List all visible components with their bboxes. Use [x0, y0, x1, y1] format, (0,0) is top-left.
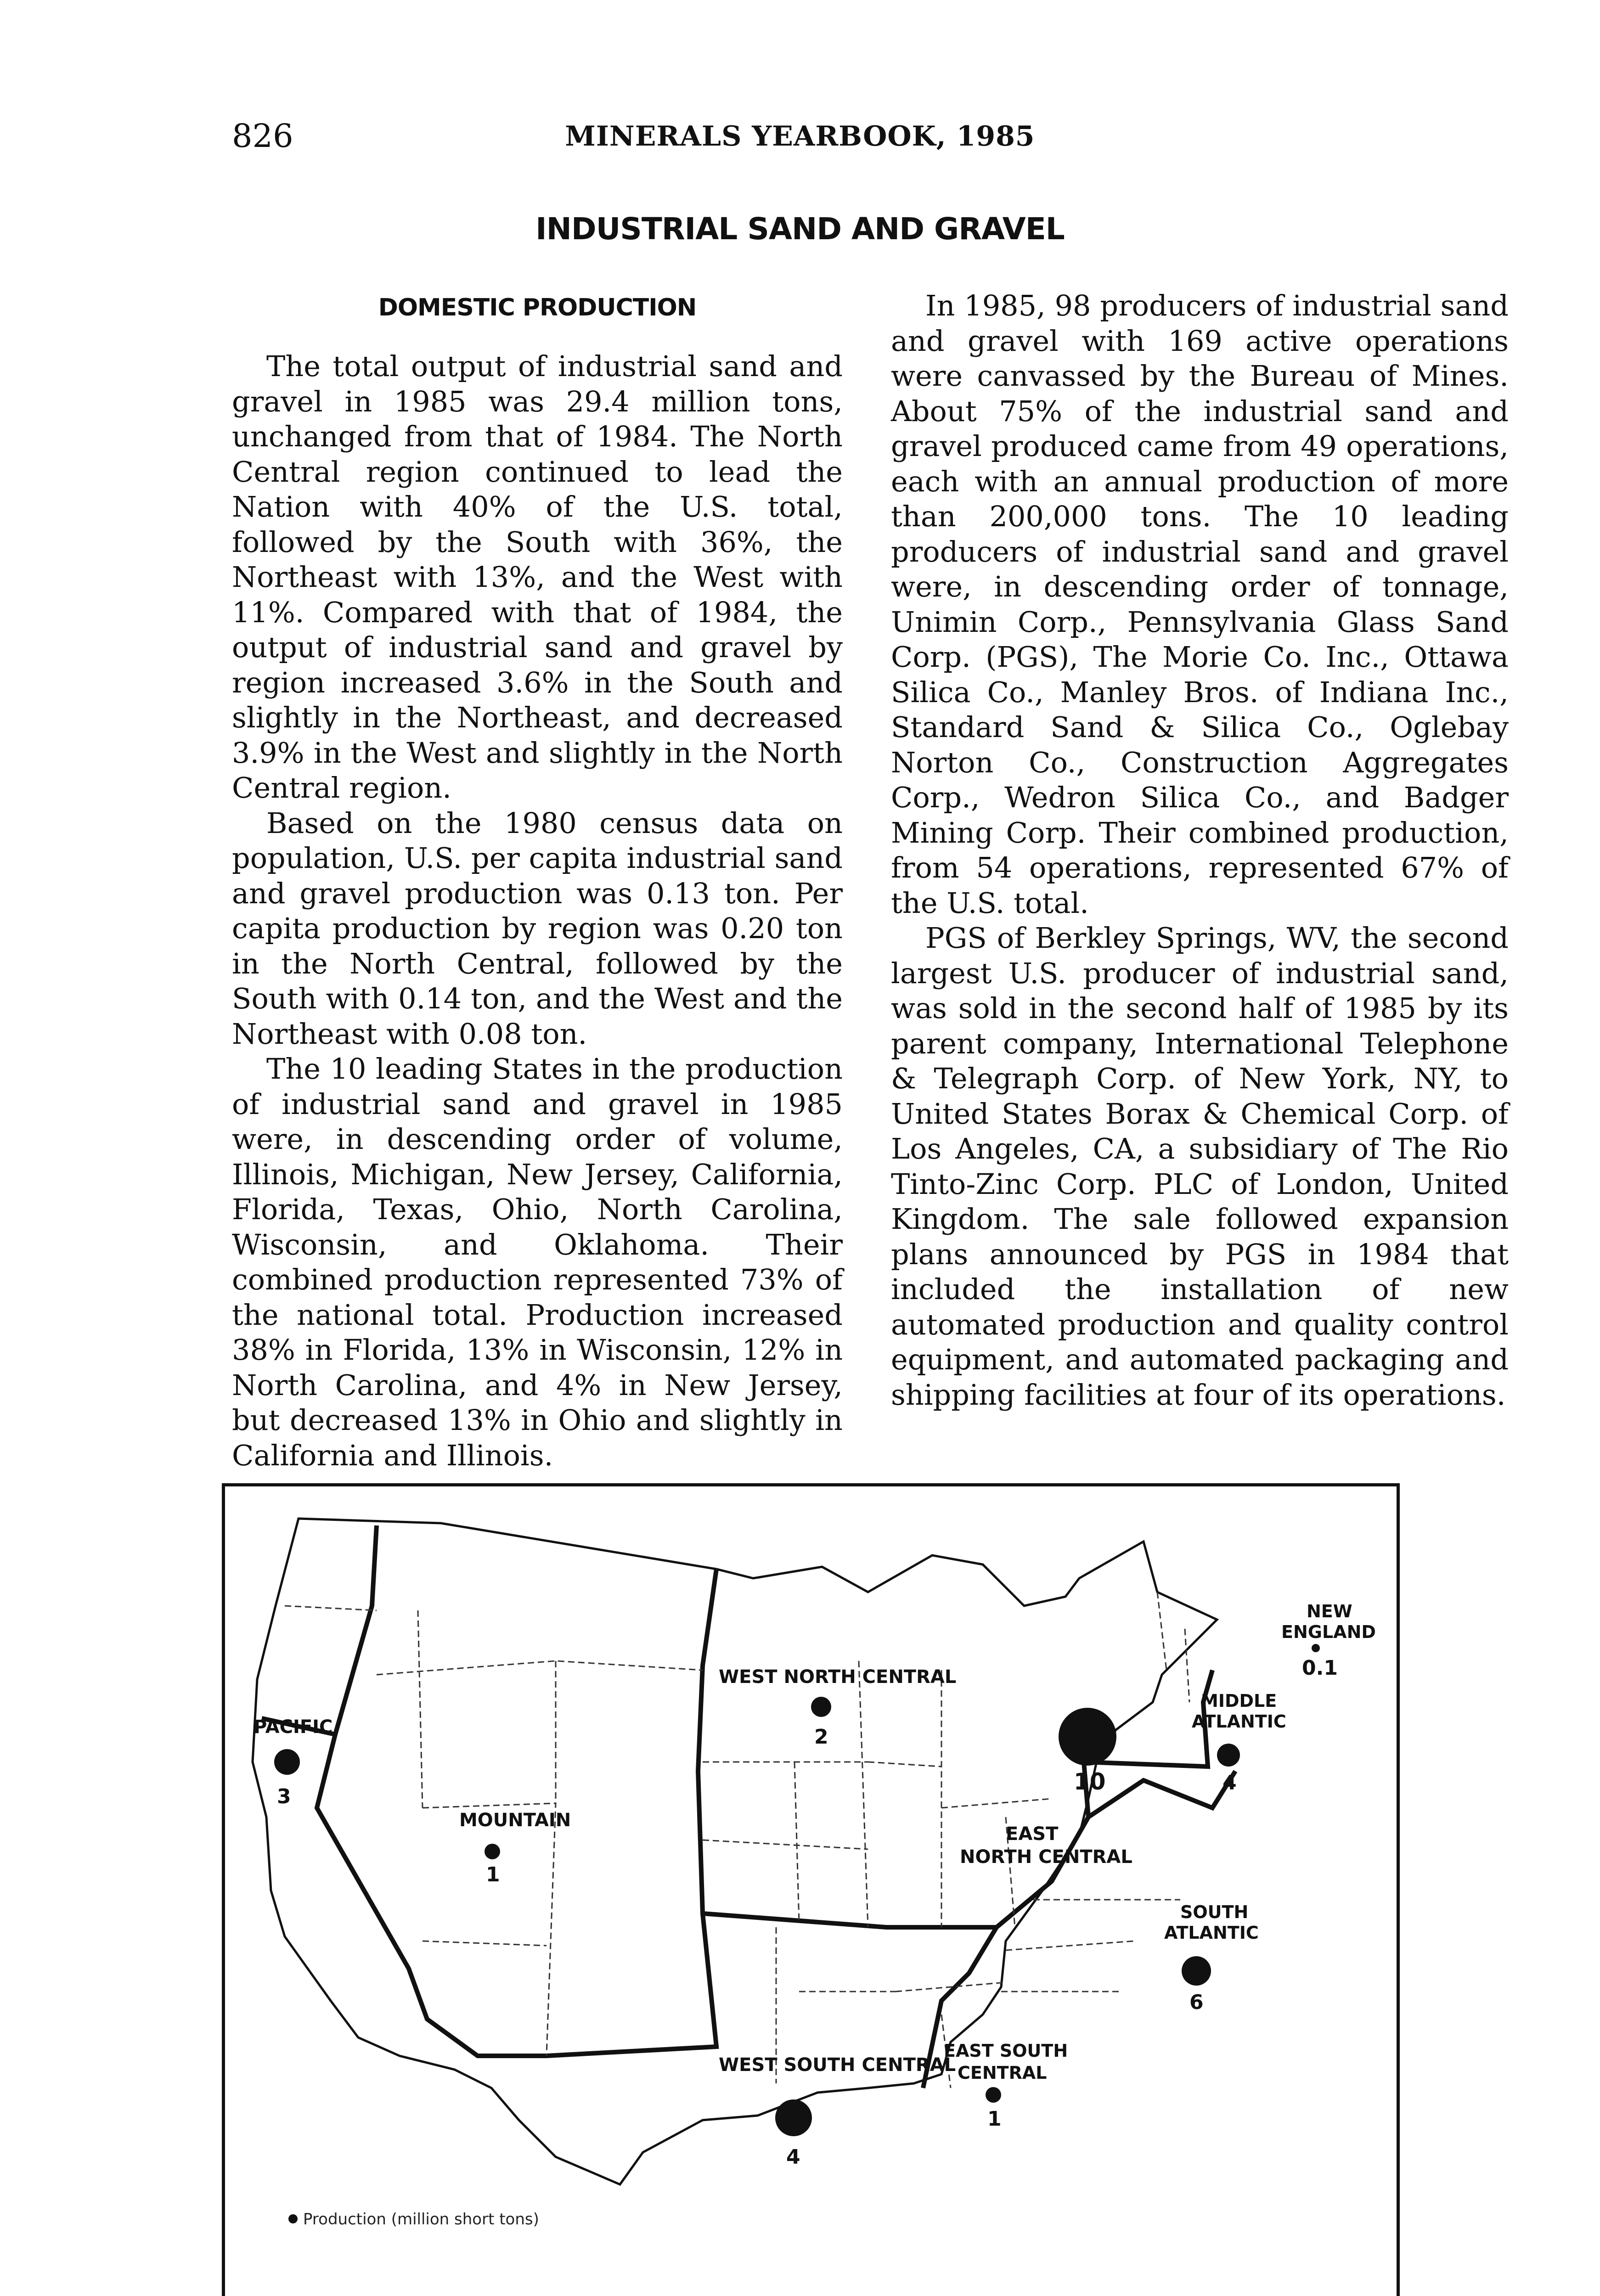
svg-text:MIDDLE: MIDDLE [1201, 1691, 1277, 1711]
east-north-central-region [960, 1708, 1132, 1868]
svg-text:3: 3 [277, 1785, 291, 1808]
svg-text:1: 1 [987, 2107, 1002, 2131]
svg-text:NEW: NEW [1307, 1601, 1352, 1621]
svg-text:WEST SOUTH CENTRAL: WEST SOUTH CENTRAL [719, 2054, 956, 2076]
svg-text:ATLANTIC: ATLANTIC [1164, 1923, 1259, 1943]
svg-text:ENGLAND: ENGLAND [1281, 1622, 1376, 1642]
paragraph: The 10 leading States in the production of industrial sand and gravel in 1985 were, in descending order of volume, Illinois, Michigan, New Jersey, California, Florida, Texas, Ohio, North Carolina, Wisconsin, and Oklahoma. Their combined production represented 73% of the national total. Production increased 38% in Florida, 13% in Wisconsin, 12% in North Carolina, and 4% in New Jersey, but decreased 13% in Ohio and slightly in California and Illinois. [232, 1052, 843, 1472]
new-england-production-dot [1312, 1644, 1320, 1652]
pacific-production-dot [274, 1749, 300, 1775]
region-boundary [262, 1525, 716, 2056]
section-title: INDUSTRIAL SAND AND GRAVEL [535, 211, 1065, 247]
svg-text:10: 10 [1074, 1768, 1106, 1795]
svg-text:6: 6 [1189, 1991, 1204, 2014]
mountain-production-dot [485, 1844, 500, 1859]
west-north-central-region [719, 1666, 956, 1749]
legend-dot [288, 2214, 298, 2223]
south-atlantic-region [1164, 1902, 1259, 2014]
svg-text:CENTRAL: CENTRAL [958, 2063, 1047, 2083]
svg-text:1: 1 [486, 1863, 500, 1886]
left-column [232, 349, 843, 1473]
new-england-region [1281, 1601, 1376, 1680]
wnc-production-dot [811, 1697, 831, 1717]
svg-text:ATLANTIC: ATLANTIC [1192, 1711, 1286, 1732]
svg-text:EAST: EAST [1006, 1823, 1059, 1845]
svg-text:EAST SOUTH: EAST SOUTH [944, 2041, 1068, 2061]
esc-production-dot [986, 2087, 1001, 2103]
domestic-production-heading: DOMESTIC PRODUCTION [378, 294, 697, 321]
svg-text:PACIFIC: PACIFIC [254, 1716, 333, 1738]
middle-atlantic-production-dot [1217, 1744, 1240, 1767]
svg-text:NORTH CENTRAL: NORTH CENTRAL [960, 1846, 1132, 1868]
paragraph: In 1985, 98 producers of industrial sand and gravel with 169 active operations were canvassed by the Bureau of Mines. About 75% of the industrial sand and gravel produced came from 49 operations, each with an annual production of more than 200,000 tons. The 10 leading producers of industrial sand and gravel were, in descending order of tonnage, Unimin Corp., Pennsylvania Glass Sand Corp. (PGS), The Morie Co. Inc., Ottawa Silica Co., Manley Bros. of Indiana Inc., Standard Sand & Silica Co., Oglebay Norton Co., Construction Aggregates Corp., Wedron Silica Co., and Badger Mining Corp. Their combined production, from 54 operations, represented 67% of the U.S. total. [891, 289, 1509, 920]
us-regions-map [225, 1486, 1397, 2296]
figure-map [222, 1483, 1400, 2296]
svg-text:4: 4 [786, 2145, 800, 2169]
svg-text:4: 4 [1223, 1771, 1237, 1795]
svg-text:SOUTH: SOUTH [1180, 1902, 1249, 1922]
page-number: 826 [232, 117, 293, 155]
svg-text:WEST NORTH CENTRAL: WEST NORTH CENTRAL [719, 1666, 957, 1688]
right-column [891, 288, 1509, 1412]
paragraph: Based on the 1980 census data on population, U.S. per capita industrial sand and gravel production was 0.13 ton. Per capita production by region was 0.20 ton in the North Central, followed by the South with 0.14 ton, and the West and the Northeast with 0.08 ton. [232, 806, 843, 1051]
enc-production-dot [1059, 1708, 1116, 1766]
running-head: MINERALS YEARBOOK, 1985 [565, 120, 1035, 152]
svg-text:Production (million short tons: Production (million short tons) [303, 2210, 539, 2228]
west-south-central-region [719, 2054, 956, 2169]
svg-text:2: 2 [814, 1725, 828, 1749]
paragraph: The total output of industrial sand and gravel in 1985 was 29.4 million tons, unchanged from that of 1984. The North Central region continued to lead the Nation with 40% of the U.S. total, followed by the South with 36%, the Northeast with 13%, and the West with 11%. Compared with that of 1984, the output of industrial sand and gravel by region increased 3.6% in the South and slightly in the Northeast, and decreased 3.9% in the West and slightly in the North Central region. [232, 349, 843, 805]
map-legend [288, 2210, 539, 2228]
paragraph: PGS of Berkley Springs, WV, the second largest U.S. producer of industrial sand, was sold in the second half of 1985 by its parent company, International Telephone & Telegraph Corp. of New York, NY, to United States Borax & Chemical Corp. of Los Angeles, CA, a subsidiary of The Rio Tinto-Zinc Corp. PLC of London, United Kingdom. The sale followed expansion plans announced by PGS in 1984 that included the installation of new automated production and quality control equipment, and automated packaging and shipping facilities at four of its operations. [891, 921, 1509, 1412]
svg-text:MOUNTAIN: MOUNTAIN [459, 1810, 571, 1831]
svg-text:0.1: 0.1 [1302, 1656, 1338, 1680]
wsc-production-dot [775, 2099, 812, 2136]
south-atlantic-production-dot [1182, 1956, 1211, 1986]
east-south-central-region [944, 2041, 1068, 2131]
